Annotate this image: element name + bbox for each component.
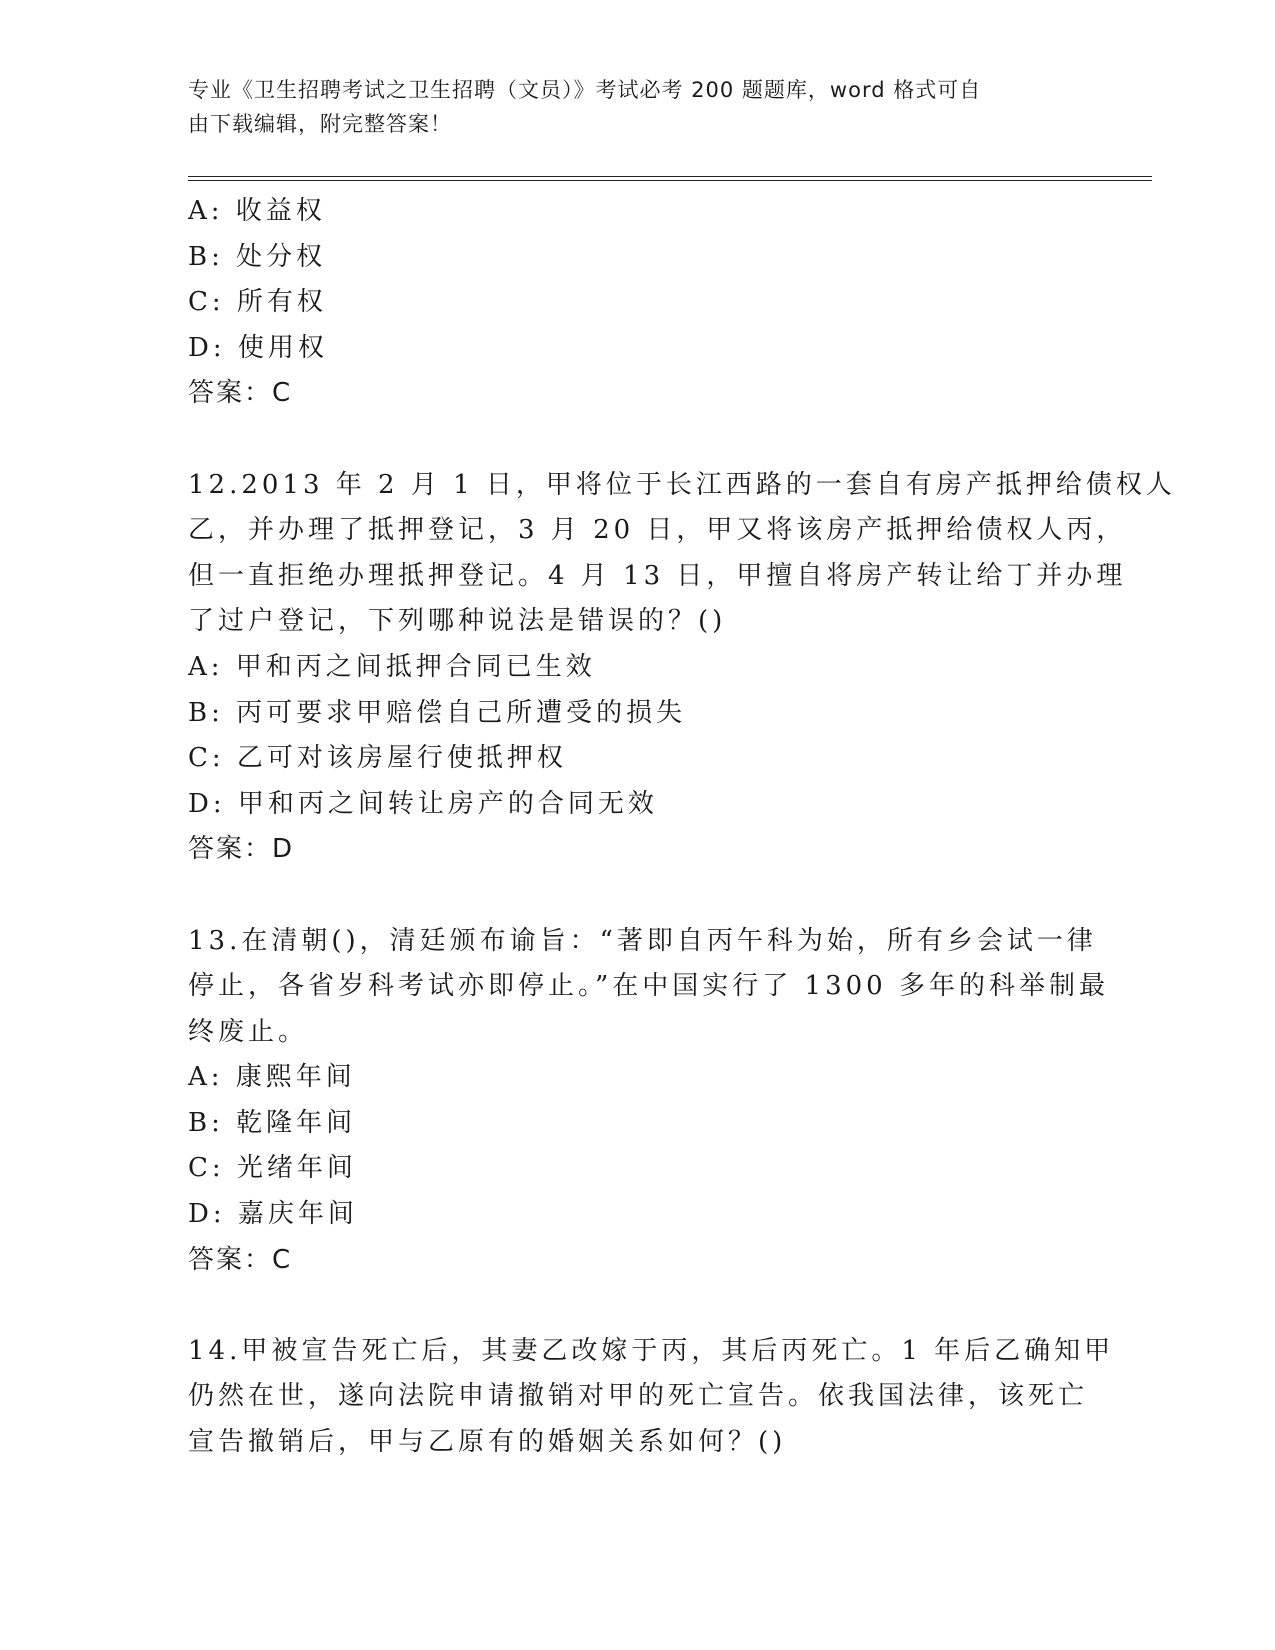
question-stem-line: 12.2013 年 2 月 1 日，甲将位于长江西路的一套自有房产抵押给债权人 [188, 469, 1176, 500]
option-a: A: 康熙年间 [188, 1062, 356, 1093]
question-stem-line: 宣告撤销后，甲与乙原有的婚姻关系如何？() [188, 1427, 787, 1458]
header-line-1: 专业《卫生招聘考试之卫生招聘（文员）》考试必考 200 题题库，word 格式可自 [188, 78, 982, 102]
spacer [188, 1283, 1088, 1329]
answer-line: 答案：C [188, 378, 293, 409]
question-stem-line: 13.在清朝()，清廷颁布谕旨：“著即自丙午科为始，所有乡会试一律 [188, 925, 1097, 956]
header-divider-bottom [188, 180, 1152, 181]
option-d: D: 嘉庆年间 [188, 1199, 358, 1230]
option-d: D: 使用权 [188, 332, 328, 363]
option-a: A: 收益权 [188, 196, 326, 226]
option-b: B: 丙可要求甲赔偿自己所遭受的损失 [188, 697, 687, 728]
option-a: A: 甲和丙之间抵押合同已生效 [188, 651, 596, 682]
question-stem-line: 停止，各省岁科考试亦即停止。”在中国实行了 1300 多年的科举制最 [188, 971, 1109, 1002]
answer-line: 答案：D [188, 834, 295, 865]
question-stem-line: 但一直拒绝办理抵押登记。4 月 13 日，甲擅自将房产转让给丁并办理 [188, 560, 1127, 591]
option-c: C: 所有权 [188, 287, 327, 318]
option-c: C: 乙可对该房屋行使抵押权 [188, 743, 567, 774]
option-b: B: 处分权 [188, 241, 327, 272]
option-c: C: 光绪年间 [188, 1153, 357, 1184]
question-stem-line: 终废止。 [188, 1016, 309, 1047]
question-stem-line: 乙，并办理了抵押登记，3 月 20 日，甲又将该房产抵押给债权人丙， [188, 515, 1127, 546]
header-divider-top [188, 176, 1152, 177]
option-d: D: 甲和丙之间转让房产的合同无效 [188, 788, 658, 819]
question-13 [188, 919, 1109, 1284]
question-stem-line: 了过户登记，下列哪种说法是错误的？() [188, 606, 727, 637]
document-header [188, 73, 1078, 141]
question-stem-line: 仍然在世，遂向法院申请撤销对甲的死亡宣告。依我国法律，该死亡 [188, 1381, 1089, 1412]
option-b: B: 乾隆年间 [188, 1107, 357, 1138]
spacer [188, 873, 1088, 919]
spacer [188, 417, 1088, 463]
question-14 [188, 1329, 1115, 1466]
question-11-tail [188, 189, 1088, 417]
answer-line: 答案：C [188, 1244, 293, 1275]
question-stem-line: 14.甲被宣告死亡后，其妻乙改嫁于丙，其后丙死亡。1 年后乙确知甲 [188, 1335, 1115, 1366]
question-12 [188, 463, 1176, 873]
header-line-2: 由下载编辑，附完整答案！ [188, 112, 452, 136]
question-list [188, 189, 1176, 1466]
